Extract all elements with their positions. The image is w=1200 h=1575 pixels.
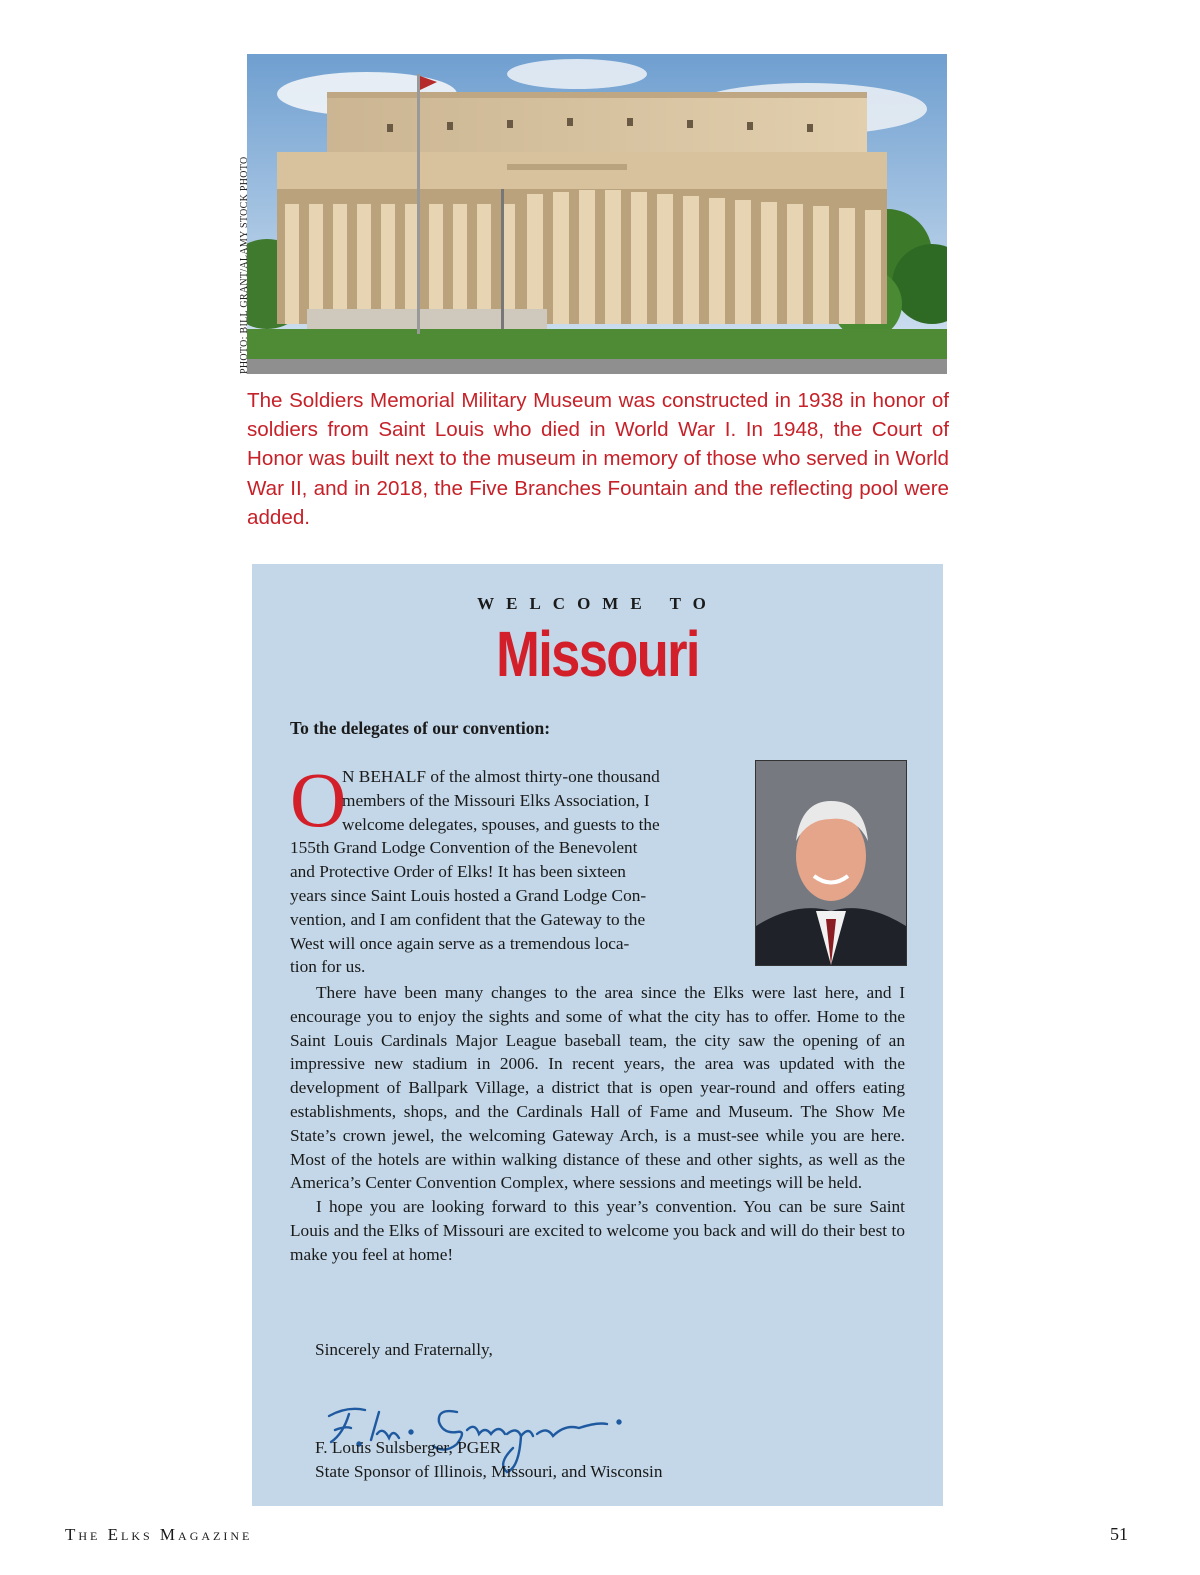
para1-line: welcome delegates, spouses, and guests to the <box>342 814 660 834</box>
photo-caption: The Soldiers Memorial Military Museum was constructed in 1938 in honor of soldiers from Saint Louis who died in World War I. In 1948, the Court of Honor was built next to the museum in memory of those who served in World War II, and in 2018, the Five Branches Fountain and the reflecting pool were added. <box>247 389 949 529</box>
closing: Sincerely and Fraternally, <box>315 1340 493 1359</box>
third-paragraph: I hope you are looking forward to this year’s convention. You can be sure Saint Louis and the Elks of Missouri are excited to welcome you back and will do their best to make you feel at home! <box>290 1197 905 1264</box>
second-paragraph: There have been many changes to the area since the Elks were last here, and I encourage you to enjoy the sights and some of what the city has to offer. Home to the Saint Louis Cardinals Major League baseball team, the city saw the opening of an impressive new stadium in 2006. In recent years, the area was updated with the development of Ballpark Village, a district that is open year-round and offers eating establishments, shops, and the Cardinals Hall of Fame and Museum. The Show Me State’s crown jewel, the welcoming Gateway Arch, is a must-see while you are here. Most of the hotels are within walking distance of these and other sights, as well as the America’s Center Convention Complex, where sessions and meetings will be held. <box>290 983 905 1193</box>
museum-photo <box>247 54 947 374</box>
letter-body <box>290 981 905 1267</box>
para1-line: West will once again serve as a tremendous loca- <box>290 933 630 953</box>
state-title: Missouri <box>496 618 699 690</box>
para1-line: N BEHALF of the almost thirty-one thousand <box>342 767 660 786</box>
signer-title: State Sponsor of Illinois, Missouri, and Wisconsin <box>315 1461 663 1481</box>
salutation: To the delegates of our convention: <box>290 718 551 738</box>
para1-line: and Protective Order of Elks! It has been sixteen <box>290 862 626 882</box>
para1-line: years since Saint Louis hosted a Grand Lodge Con- <box>290 885 647 905</box>
page-number: 51 <box>1110 1524 1128 1544</box>
magazine-name: The Elks Magazine <box>65 1525 253 1544</box>
first-paragraph <box>290 756 740 979</box>
author-portrait <box>755 760 907 966</box>
para1-line: 155th Grand Lodge Convention of the Benevolent <box>290 838 638 858</box>
photo-credit: PHOTO: BILL GRANT/ALAMY STOCK PHOTO <box>239 156 250 374</box>
welcome-letter-panel <box>252 564 943 1506</box>
para1-line: members of the Missouri Elks Association, I <box>342 790 650 810</box>
signer-name: F. Louis Sulsberger, PGER <box>315 1438 502 1457</box>
welcome-kicker: WELCOME TO <box>477 594 718 613</box>
para1-line: vention, and I am confident that the Gateway to the <box>290 909 646 929</box>
para1-line: tion for us. <box>290 957 366 977</box>
signer-block <box>315 1436 663 1484</box>
drop-cap: O <box>290 756 347 843</box>
